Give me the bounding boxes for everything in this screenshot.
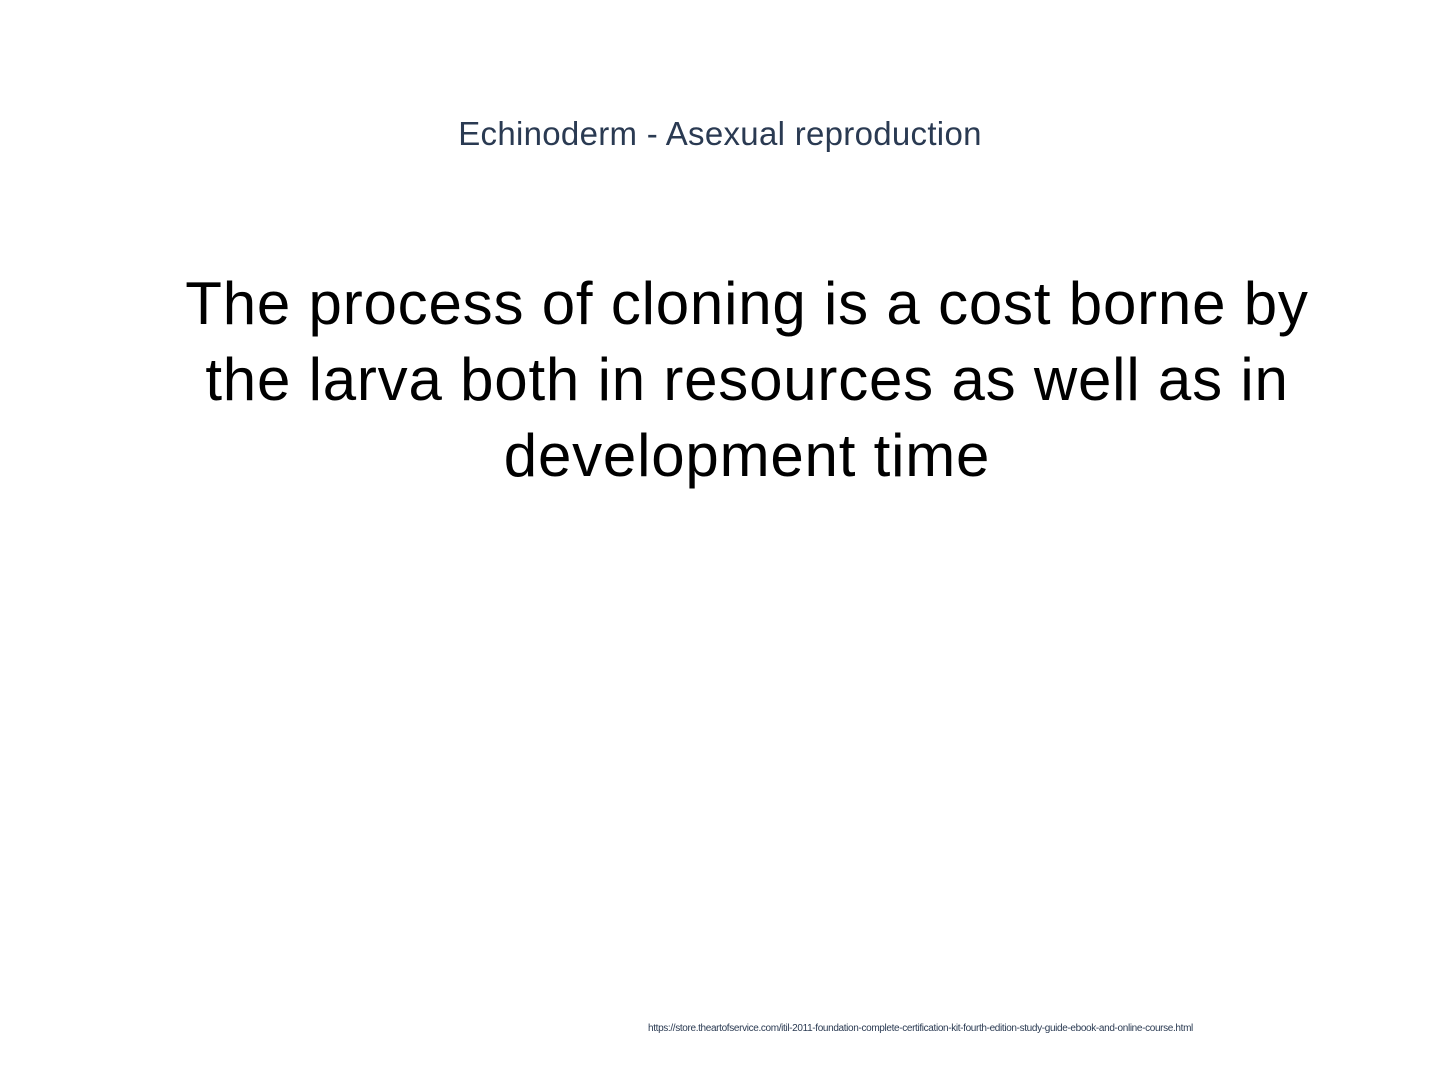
footer-url: https://store.theartofservice.com/itil-2011-foundation-complete-certification-kit-fourth-edition-study-guide-ebook-and-online-course.html — [648, 1023, 1193, 1034]
slide-body-text: The process of cloning is a cost borne by the larva both in resources as well as in development time — [185, 270, 1309, 489]
slide-title: Echinoderm - Asexual reproduction — [458, 115, 982, 152]
